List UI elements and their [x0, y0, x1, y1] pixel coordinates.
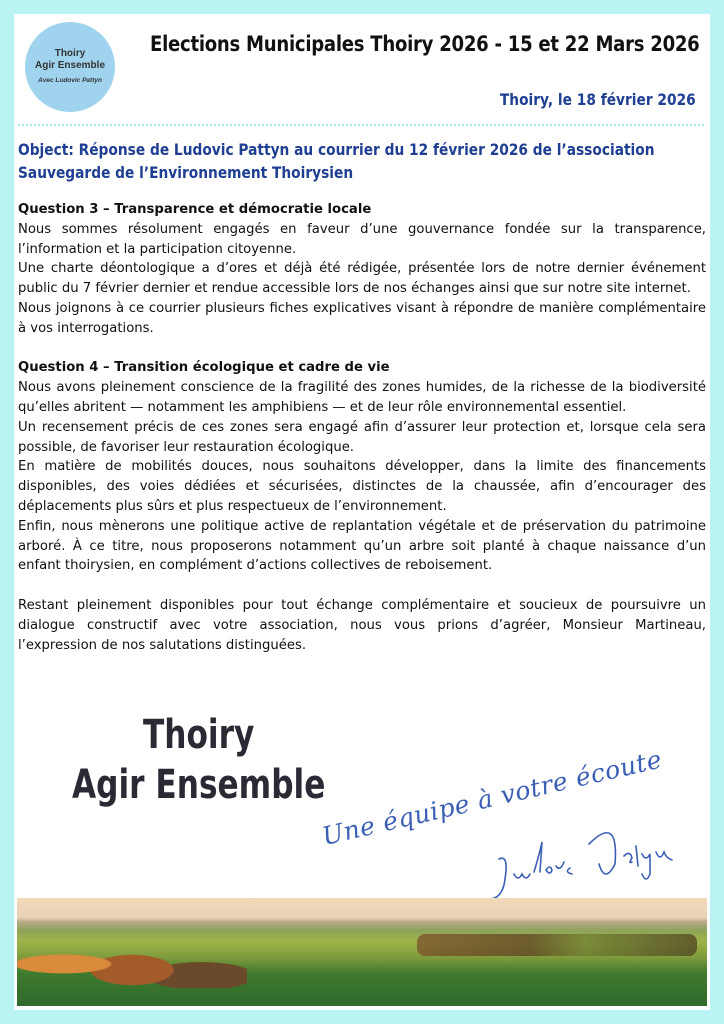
brand-wordmark: [72, 710, 325, 810]
paragraph: Enfin, nous mènerons une politique active de replantation végétale et de préservation du patrimoine arboré. À ce titre, nous proposerons notamment qu’un arbre soit planté à chaque naissance d’un enfant thoirysien, en complément d’actions collectives de reboisement.: [18, 518, 706, 574]
paragraph: Nous joignons à ce courrier plusieurs fiches explicatives visant à répondre de manière complémentaire à vos interrogations.: [18, 300, 706, 336]
campaign-logo: [25, 22, 115, 112]
q4-heading: Question 4 – Transition écologique et cadre de vie: [18, 360, 390, 376]
brand-line1: Thoiry: [143, 712, 255, 758]
divider: [18, 124, 704, 126]
paragraph: Nous avons pleinement conscience de la fragilité des zones humides, de la richesse de la biodiversité qu’elles abritent — notamment les amphibiens — et de leur rôle environnemental essentiel.: [18, 380, 706, 415]
page-title: Elections Municipales Thoiry 2026 - 15 et 22 Mars 2026: [150, 32, 700, 56]
letter-date: Thoiry, le 18 février 2026: [500, 90, 696, 109]
paragraph: Un recensement précis de ces zones sera engagé afin d’assurer leur protection et, lorsque cela sera possible, de favoriser leur restauration écologique.: [18, 419, 706, 455]
logo-line2: Agir Ensemble: [34, 60, 106, 71]
letter-body: [18, 200, 706, 655]
brand-line2: Agir Ensemble: [72, 762, 326, 808]
landscape-photo: [17, 898, 707, 1006]
logo-line3: Avec Ludovic Pattyn: [38, 77, 102, 84]
letter-page: [14, 14, 710, 1010]
q3-heading: Question 3 – Transparence et démocratie locale: [18, 202, 372, 217]
logo-line1: Thoiry: [54, 48, 86, 59]
closing-paragraph: Restant pleinement disponibles pour tout échange complémentaire et soucieux de poursuivre un dialogue constructif avec votre association, nous vous prions d’agréer, Monsieur Martineau, l’expression de nos salutations distinguées.: [18, 597, 706, 653]
trees: [17, 928, 247, 988]
handwritten-signature: [324, 774, 714, 904]
handwritten-tagline: Une équipe à votre écoute: [319, 744, 665, 851]
letter-object: Object: Réponse de Ludovic Pattyn au courrier du 12 février 2026 de l’association Sauvegarde de l’Environnement Thoirysien: [18, 140, 655, 182]
paragraph: Nous sommes résolument engagés en faveur d’une gouvernance fondée sur la transparence, l’information et la participation citoyenne.: [18, 221, 706, 257]
tree-line: [417, 934, 697, 956]
paragraph: Une charte déontologique a d’ores et déjà été rédigée, présentée lors de notre dernier événement public du 7 février dernier et rendue accessible lors de nos échanges ainsi que sur notre site internet.: [18, 261, 706, 297]
paragraph: En matière de mobilités douces, nous souhaitons développer, dans la limite des financements disponibles, des voies dédiées et sécurisées, distinctes de la chaussée, afin d’encourager des déplacements plus sûrs et plus respectueux de l’environnement.: [18, 459, 706, 514]
